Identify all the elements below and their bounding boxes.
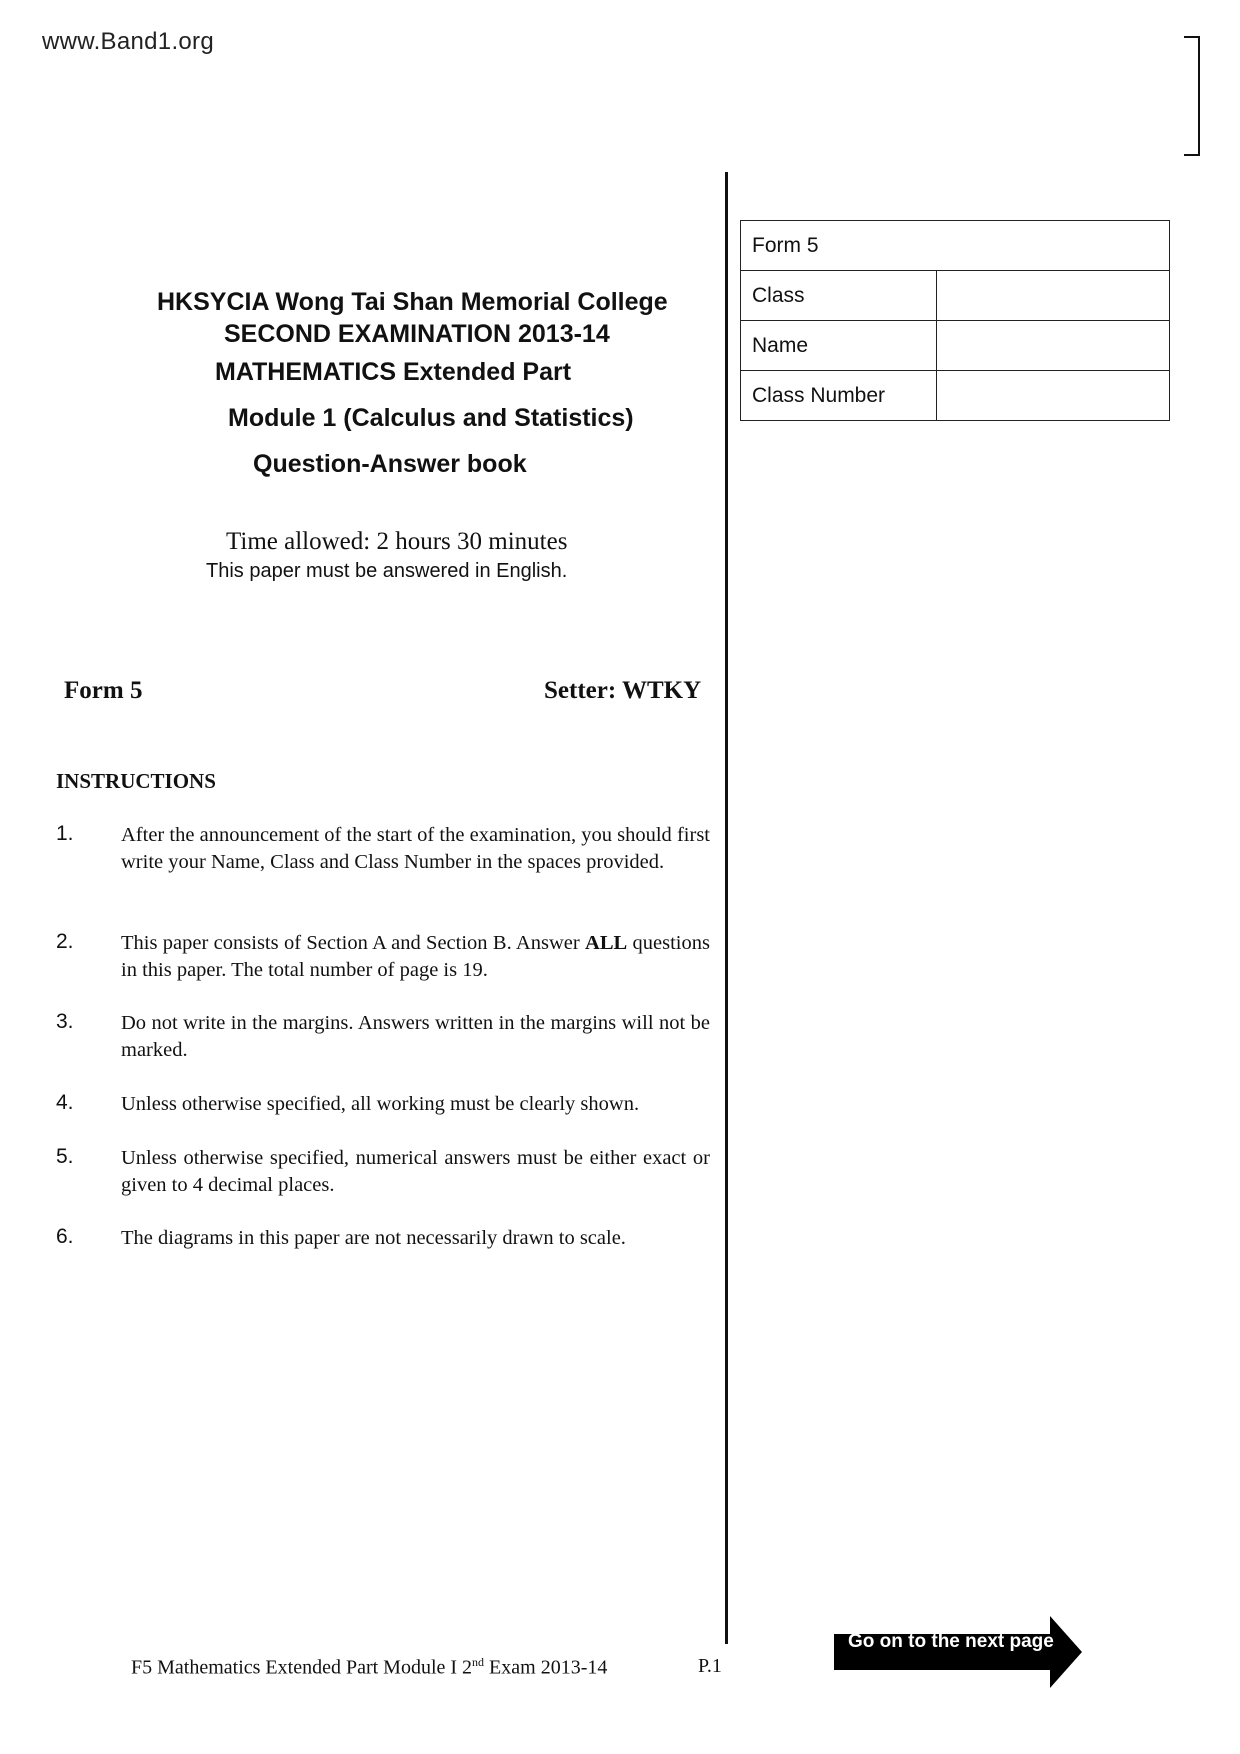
instruction-number: 5. xyxy=(56,1145,74,1168)
instruction-text: After the announcement of the start of the examination, you should first write your Name, Class and Class Number in the spaces provided. xyxy=(121,824,710,873)
table-row xyxy=(741,271,1170,321)
instruction-number: 6. xyxy=(56,1225,74,1248)
table-row xyxy=(741,321,1170,371)
footer-title xyxy=(131,1655,607,1680)
table-row xyxy=(741,221,1170,271)
footer-title-sup: nd xyxy=(472,1655,485,1669)
exam-title: SECOND EXAMINATION 2013-14 xyxy=(224,320,610,348)
instructions-title: INSTRUCTIONS xyxy=(56,769,216,793)
language-note: This paper must be answered in English. xyxy=(206,560,568,582)
instruction-text-bold: ALL xyxy=(585,932,628,954)
time-allowed: Time allowed: 2 hours 30 minutes xyxy=(226,528,568,555)
footer-title-part: Exam 2013-14 xyxy=(484,1656,608,1679)
name-field[interactable] xyxy=(937,321,1170,371)
page-divider xyxy=(725,172,728,1644)
student-info-table xyxy=(740,220,1170,421)
class-number-label: Class Number xyxy=(741,371,937,421)
instruction-text: Unless otherwise specified, numerical answers must be either exact or given to 4 decimal places. xyxy=(121,1147,710,1196)
instruction-number: 4. xyxy=(56,1091,74,1114)
form-label: Form 5 xyxy=(64,677,143,704)
instruction-number: 3. xyxy=(56,1010,74,1033)
class-number-field[interactable] xyxy=(937,371,1170,421)
next-page-label: Go on to the next page xyxy=(848,1631,1054,1652)
watermark: www.Band1.org xyxy=(42,28,214,55)
instruction-text: The diagrams in this paper are not necessarily drawn to scale. xyxy=(121,1227,626,1249)
next-page-arrow xyxy=(834,1616,1082,1693)
instruction-text: Unless otherwise specified, all working must be clearly shown. xyxy=(121,1093,640,1115)
class-field[interactable] xyxy=(937,271,1170,321)
table-row xyxy=(741,371,1170,421)
page-number: P.1 xyxy=(698,1655,722,1677)
form-cell: Form 5 xyxy=(741,221,1170,271)
instruction-text-part: This paper consists of Section A and Section B. Answer xyxy=(121,932,586,954)
book-title: Question-Answer book xyxy=(253,450,527,478)
corner-bracket xyxy=(1184,36,1200,156)
instruction-text-part: questions in this paper. The total number of page is 19. xyxy=(121,932,710,981)
instruction-number: 2. xyxy=(56,930,74,953)
name-label: Name xyxy=(741,321,937,371)
school-name: HKSYCIA Wong Tai Shan Memorial College xyxy=(157,288,668,316)
subject-title: MATHEMATICS Extended Part xyxy=(215,358,572,386)
module-title: Module 1 (Calculus and Statistics) xyxy=(228,404,634,432)
instruction-text xyxy=(121,930,710,984)
footer-title-part: F5 Mathematics Extended Part Module I 2 xyxy=(131,1656,473,1679)
setter-label: Setter: WTKY xyxy=(544,677,702,704)
instruction-text: Do not write in the margins. Answers written in the margins will not be marked. xyxy=(121,1012,710,1061)
class-label: Class xyxy=(741,271,937,321)
instruction-number: 1. xyxy=(56,822,74,845)
